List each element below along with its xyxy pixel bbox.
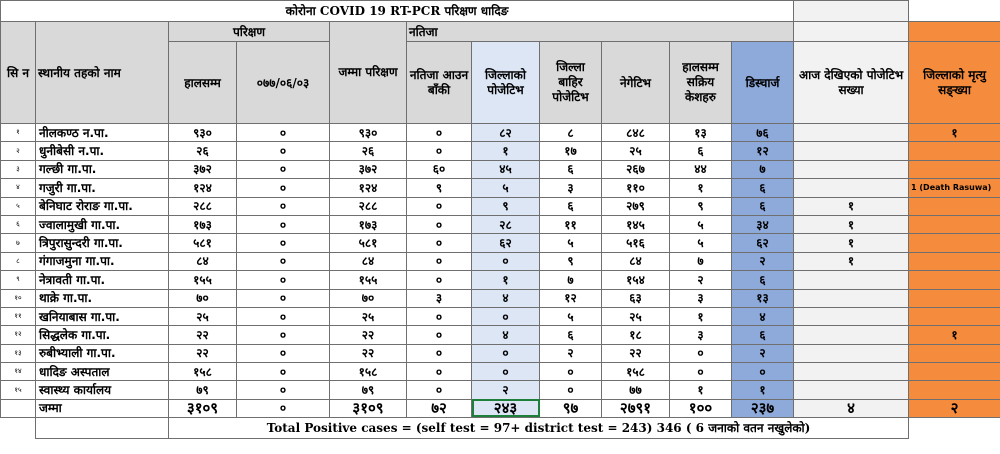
row-sn: १२ (1, 326, 36, 344)
row-deaths (909, 160, 1000, 178)
row-date: ० (237, 179, 330, 197)
row-sn: ८ (1, 252, 36, 270)
row-total-tests: १२४ (330, 179, 407, 197)
row-to-date: १५५ (169, 271, 237, 289)
row-active: ४४ (670, 160, 732, 178)
row-sn: १४ (1, 363, 36, 381)
row-outside-positive: ६ (540, 197, 602, 215)
header-district-deaths: जिल्लाको मृत्यु सङ्ख्या (909, 42, 1000, 124)
table-row (1, 381, 1000, 399)
row-sn: ६ (1, 215, 36, 233)
row-district-positive: ४ (472, 326, 540, 344)
row-discharge: ६ (732, 179, 794, 197)
row-total-tests: १७३ (330, 215, 407, 233)
table-row (1, 326, 1000, 344)
header-outside-positive: जिल्ला बाहिर पोजेटिभ (540, 42, 602, 124)
row-pending: ० (407, 363, 472, 381)
row-deaths: 1 (Death Rasuwa) (909, 179, 1000, 197)
row-active: ९ (670, 197, 732, 215)
header-negative: नेगेटिभ (602, 42, 670, 124)
row-pending: ० (407, 344, 472, 362)
table-row (1, 197, 1000, 215)
table-row (1, 142, 1000, 160)
row-to-date: ७९ (169, 381, 237, 399)
row-district-positive: ० (472, 307, 540, 325)
row-total-tests: ९३० (330, 124, 407, 142)
row-to-date: ३७२ (169, 160, 237, 178)
header-local-level: स्थानीय तहको नाम (36, 22, 169, 124)
row-to-date: १७३ (169, 215, 237, 233)
row-sn: ४ (1, 179, 36, 197)
row-to-date: २८८ (169, 197, 237, 215)
row-name: गंगाजमुना गा.पा. (36, 252, 169, 270)
row-negative: १५८ (602, 363, 670, 381)
footer-note: Total Positive cases = (self test = 97+ district test = 243) 346 ( 6 जनाको वतन नखुलेको) (169, 417, 909, 438)
row-discharge: १ (732, 381, 794, 399)
header-to-date: हालसम्म (169, 42, 237, 124)
row-deaths (909, 307, 1000, 325)
header-testing-group: परिक्षण (169, 22, 330, 42)
row-district-positive: ९ (472, 197, 540, 215)
row-name: त्रिपुरासुन्दरी गा.पा. (36, 234, 169, 252)
header-result-group: नतिजा (407, 22, 794, 42)
row-outside-positive: १७ (540, 142, 602, 160)
total-date: ० (237, 399, 330, 417)
row-sn: ५ (1, 197, 36, 215)
row-date: ० (237, 160, 330, 178)
total-tests: ३१०९ (330, 399, 407, 417)
row-active: ३ (670, 289, 732, 307)
row-to-date: ५८१ (169, 234, 237, 252)
row-pending: ३ (407, 289, 472, 307)
row-name: धुनीबेसी न.पा. (36, 142, 169, 160)
table-row (1, 307, 1000, 325)
sheet-title: कोरोना COVID 19 RT-PCR परिक्षण धादिङ (1, 1, 794, 22)
row-negative: २५ (602, 307, 670, 325)
row-negative: ११० (602, 179, 670, 197)
row-outside-positive: १२ (540, 289, 602, 307)
row-active: १ (670, 307, 732, 325)
row-discharge: ४ (732, 307, 794, 325)
row-negative: २७९ (602, 197, 670, 215)
table-row (1, 271, 1000, 289)
row-deaths (909, 289, 1000, 307)
row-total-tests: २८८ (330, 197, 407, 215)
row-outside-positive: ११ (540, 215, 602, 233)
row-total-tests: २२ (330, 344, 407, 362)
row-outside-positive: ३ (540, 179, 602, 197)
row-district-positive: ६२ (472, 234, 540, 252)
row-district-positive: २८ (472, 215, 540, 233)
row-today-positive: १ (794, 197, 909, 215)
row-active: ३ (670, 326, 732, 344)
row-date: ० (237, 252, 330, 270)
row-today-positive: १ (794, 252, 909, 270)
row-discharge: ० (732, 363, 794, 381)
row-discharge: २ (732, 344, 794, 362)
row-today-positive (794, 124, 909, 142)
row-today-positive (794, 142, 909, 160)
total-outside-positive: ९७ (540, 399, 602, 417)
row-total-tests: ५८१ (330, 234, 407, 252)
row-pending: ९ (407, 179, 472, 197)
total-sn-blank (1, 399, 36, 417)
row-today-positive (794, 160, 909, 178)
row-sn: ३ (1, 160, 36, 178)
row-date: ० (237, 215, 330, 233)
row-pending: ० (407, 197, 472, 215)
row-deaths (909, 142, 1000, 160)
row-discharge: १३ (732, 289, 794, 307)
row-district-positive: २ (472, 381, 540, 399)
row-deaths (909, 234, 1000, 252)
footer-blank-cell (36, 417, 169, 438)
row-active: ५ (670, 234, 732, 252)
row-district-positive: ० (472, 252, 540, 270)
title-empty-cell (909, 1, 1000, 22)
row-total-tests: २६ (330, 142, 407, 160)
row-to-date: २६ (169, 142, 237, 160)
total-negative: २७९१ (602, 399, 670, 417)
row-name: गल्छी गा.पा. (36, 160, 169, 178)
row-pending: ० (407, 215, 472, 233)
row-pending: ० (407, 381, 472, 399)
row-today-positive (794, 289, 909, 307)
row-deaths (909, 215, 1000, 233)
row-date: ० (237, 381, 330, 399)
row-total-tests: ३७२ (330, 160, 407, 178)
row-district-positive: ८२ (472, 124, 540, 142)
table-row (1, 160, 1000, 178)
row-outside-positive: ० (540, 363, 602, 381)
row-negative: १५४ (602, 271, 670, 289)
row-district-positive: ४ (472, 289, 540, 307)
row-outside-positive: ६ (540, 326, 602, 344)
row-sn: ७ (1, 234, 36, 252)
row-today-positive: १ (794, 234, 909, 252)
row-discharge: ६२ (732, 234, 794, 252)
row-to-date: २५ (169, 307, 237, 325)
row-discharge: १२ (732, 142, 794, 160)
row-name: धादिङ अस्पताल (36, 363, 169, 381)
row-district-positive: १ (472, 271, 540, 289)
row-total-tests: १५८ (330, 363, 407, 381)
table-row (1, 344, 1000, 362)
footer-empty-right (909, 417, 1000, 438)
row-to-date: ९३० (169, 124, 237, 142)
row-deaths (909, 252, 1000, 270)
row-name: स्वास्थ्य कार्यालय (36, 381, 169, 399)
row-deaths: १ (909, 124, 1000, 142)
row-today-positive (794, 271, 909, 289)
header-total-tests: जम्मा परिक्षण (330, 22, 407, 124)
row-active: १ (670, 179, 732, 197)
row-today-positive (794, 344, 909, 362)
row-sn: १ (1, 124, 36, 142)
row-to-date: १२४ (169, 179, 237, 197)
row-deaths (909, 344, 1000, 362)
header-sn: सि न (1, 22, 36, 124)
table-row (1, 124, 1000, 142)
row-date: ० (237, 307, 330, 325)
row-pending: ६० (407, 160, 472, 178)
row-active: ६ (670, 142, 732, 160)
table-row (1, 179, 1000, 197)
row-negative: १४५ (602, 215, 670, 233)
header-pending: नतिजा आउन बाँकी (407, 42, 472, 124)
row-today-positive (794, 307, 909, 325)
row-negative: ८४८ (602, 124, 670, 142)
row-date: ० (237, 271, 330, 289)
row-name: नेत्रावती गा.पा. (36, 271, 169, 289)
row-deaths (909, 271, 1000, 289)
row-name: सिद्धलेक गा.पा. (36, 326, 169, 344)
row-to-date: ८४ (169, 252, 237, 270)
row-name: खनियाबास गा.पा. (36, 307, 169, 325)
row-name: रुबीभ्याली गा.पा. (36, 344, 169, 362)
row-outside-positive: ५ (540, 307, 602, 325)
row-name: ज्वालामुखी गा.पा. (36, 215, 169, 233)
row-deaths (909, 197, 1000, 215)
row-date: ० (237, 326, 330, 344)
row-active: २ (670, 271, 732, 289)
total-deaths: २ (909, 399, 1000, 417)
header-discharge: डिस्चार्ज (732, 42, 794, 124)
header-district-positive: जिल्लाको पोजेटिभ (472, 42, 540, 124)
row-negative: ६३ (602, 289, 670, 307)
header-today-positive: आज देखिएको पोजेटिभ सख्या (794, 42, 909, 124)
row-today-positive (794, 363, 909, 381)
row-deaths (909, 381, 1000, 399)
row-negative: २२ (602, 344, 670, 362)
row-name: गजुरी गा.पा. (36, 179, 169, 197)
row-total-tests: १५५ (330, 271, 407, 289)
row-negative: १८ (602, 326, 670, 344)
row-pending: ० (407, 326, 472, 344)
row-active: ५ (670, 215, 732, 233)
row-date: ० (237, 363, 330, 381)
row-date: ० (237, 234, 330, 252)
row-deaths (909, 363, 1000, 381)
row-total-tests: ७९ (330, 381, 407, 399)
row-negative: ८४ (602, 252, 670, 270)
row-district-positive: ५ (472, 179, 540, 197)
row-outside-positive: २ (540, 344, 602, 362)
table-row (1, 234, 1000, 252)
row-district-positive: ० (472, 344, 540, 362)
total-to-date: ३१०९ (169, 399, 237, 417)
row-negative: ७७ (602, 381, 670, 399)
row-discharge: ६ (732, 271, 794, 289)
row-district-positive: १ (472, 142, 540, 160)
row-outside-positive: ५ (540, 234, 602, 252)
row-total-tests: २२ (330, 326, 407, 344)
row-active: १ (670, 381, 732, 399)
row-deaths: १ (909, 326, 1000, 344)
row-negative: २५ (602, 142, 670, 160)
row-today-positive: १ (794, 215, 909, 233)
row-outside-positive: ७ (540, 271, 602, 289)
row-outside-positive: ० (540, 381, 602, 399)
row-outside-positive: ६ (540, 160, 602, 178)
row-name: नीलकण्ठ न.पा. (36, 124, 169, 142)
row-today-positive (794, 326, 909, 344)
row-total-tests: २५ (330, 307, 407, 325)
total-active: १०० (670, 399, 732, 417)
header-date: ०७७/०६/०३ (237, 42, 330, 124)
total-pending: ७२ (407, 399, 472, 417)
row-date: ० (237, 344, 330, 362)
row-total-tests: ७० (330, 289, 407, 307)
row-sn: ९ (1, 271, 36, 289)
row-discharge: २ (732, 252, 794, 270)
row-discharge: ७ (732, 160, 794, 178)
row-date: ० (237, 142, 330, 160)
row-sn: ११ (1, 307, 36, 325)
table-row (1, 363, 1000, 381)
header-active: हालसम्म सक्रिय केशहरु (670, 42, 732, 124)
total-label: जम्मा (36, 399, 169, 417)
row-district-positive: ० (472, 363, 540, 381)
row-total-tests: ८४ (330, 252, 407, 270)
row-sn: २ (1, 142, 36, 160)
title-blank-cell (794, 1, 909, 22)
row-date: ० (237, 289, 330, 307)
row-pending: ० (407, 234, 472, 252)
table-row (1, 252, 1000, 270)
total-today-positive: ४ (794, 399, 909, 417)
row-sn: १३ (1, 344, 36, 362)
header-deaths-top-blank (909, 22, 1000, 42)
header-today-top-blank (794, 22, 909, 42)
row-pending: ० (407, 307, 472, 325)
row-pending: ० (407, 252, 472, 270)
table-row (1, 215, 1000, 233)
row-to-date: १५८ (169, 363, 237, 381)
row-name: बेनिघाट रोराङ गा.पा. (36, 197, 169, 215)
row-to-date: २२ (169, 344, 237, 362)
table-row (1, 289, 1000, 307)
table-body (1, 124, 1000, 400)
row-pending: ० (407, 124, 472, 142)
row-outside-positive: ९ (540, 252, 602, 270)
row-discharge: ७६ (732, 124, 794, 142)
row-to-date: २२ (169, 326, 237, 344)
row-negative: २६७ (602, 160, 670, 178)
row-discharge: ३४ (732, 215, 794, 233)
row-discharge: ६ (732, 326, 794, 344)
row-date: ० (237, 124, 330, 142)
row-active: ७ (670, 252, 732, 270)
row-sn: १५ (1, 381, 36, 399)
row-name: थाक्रे गा.पा. (36, 289, 169, 307)
row-pending: ० (407, 271, 472, 289)
row-negative: ५१६ (602, 234, 670, 252)
row-district-positive: ४५ (472, 160, 540, 178)
row-discharge: ६ (732, 197, 794, 215)
row-to-date: ७० (169, 289, 237, 307)
row-active: १३ (670, 124, 732, 142)
row-sn: १० (1, 289, 36, 307)
row-outside-positive: ८ (540, 124, 602, 142)
footer-empty-cell (1, 417, 36, 438)
row-pending: ० (407, 142, 472, 160)
total-district-positive: २४३ (472, 399, 540, 417)
row-active: ० (670, 363, 732, 381)
row-today-positive (794, 179, 909, 197)
row-today-positive (794, 381, 909, 399)
row-date: ० (237, 197, 330, 215)
row-active: ० (670, 344, 732, 362)
total-discharge: २३७ (732, 399, 794, 417)
